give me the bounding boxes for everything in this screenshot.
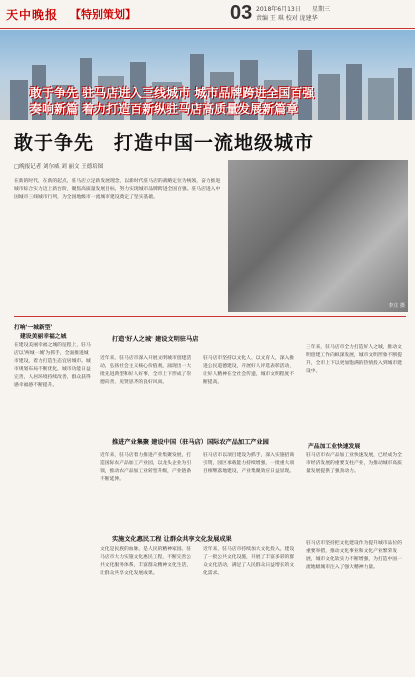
left-column-text: 在建设美丽幸福之城的征程上，驻马店以'两城一城'为抓手，全面推进城市建设，着力打造生态宜居城市。城市规划布局不断优化，城市功能日益完善，人居环境持续改善，群众获得感幸福感不断提升。 (14, 343, 91, 388)
photo-caption: 李庄 摄 (388, 303, 405, 309)
column-text: 驻马店市坚持把文化建设作为提升城市品位的重要举措，推动文化事业和文化产业繁荣发展，城市文化软实力不断增强，为打造中国一流地级城市注入了强大精神力量。 (306, 541, 402, 570)
city-photo (228, 160, 408, 312)
page-number: 03 (230, 2, 253, 24)
issue-date: 2018年6月13日 (256, 6, 301, 13)
banner-headline-2: 奏响新篇 着力打造百新纵驻马店高质量发展新篇章 (30, 102, 299, 116)
section-label: 【特别策划】 (70, 8, 136, 21)
section-title-good-people: 打造'好人之城' 建设文明驻马店 (112, 336, 199, 343)
page-header (0, 0, 415, 29)
subsection-title: 产品加工业快速发展 (308, 444, 361, 450)
banner-headline-1: 敢于争先 驻马店进入三线城市 城市品牌跨进全国百强 (30, 86, 315, 100)
main-headline: 敢于争先 打造中国一流地级城市 (14, 132, 315, 154)
column-text: 驻马店市农产品加工业快速发展，已经成为全市经济发展的重要支柱产业，为推动城市高质量发展提供了强劲动力。 (306, 453, 402, 474)
section-title-culture: 实施文化惠民工程 让群众共享文化发展成果 (112, 536, 232, 543)
column-text: 驻马店市坚持以文化人、以文育人，深入推进公民道德建设，开展好人评选表彰活动，让好人精神在全社会传递，城市文明程度不断提高。 (203, 356, 295, 385)
column-text: 文化是民族的血脉，是人民的精神家园。驻马店市大力实施文化惠民工程，不断完善公共文化服务体系，丰富群众精神文化生活，让群众共享文化发展成果。 (100, 547, 192, 576)
left-subhead-1: 打响'一城新型' (14, 325, 53, 331)
column-text: 驻马店市以项目建设为抓手，深入实施招商引资，园区承载能力持续增强，一批重大项目相继落地建设，产业集聚效应日益显现。 (203, 453, 295, 474)
intro-paragraph: 在新的时代，在新的起点，驻马店立足新发展理念，以新时代驻马店的战略定位为统领，奋力推进城市综合实力迈上新台阶，聚焦高质量发展目标，努力实现城市品牌跨进全国百强。驻马店进入中国城市三线城市行列，为全国地级市一流城市建设奠定了坚实基础。 (14, 179, 221, 200)
editor-credits: 责编 王 琪 校对 庞建华 (256, 15, 318, 22)
section-title-industry: 推进产业集聚 建设中国（驻马店）国际农产品加工产业园 (112, 439, 269, 446)
column-text: 三年来，驻马店市全力打造好人之城，推动文明创建工作向纵深发展，城市文明形象不断提升，全市上下以更加饱满的热情投入到城市建设中。 (306, 345, 402, 374)
column-text: 近年来，驻马店市深入开展文明城市创建活动，弘扬社会主义核心价值观，涌现出一大批先进典型和好人好事，全市上下形成了崇德向善、见贤思齐的良好风尚。 (100, 356, 192, 385)
issue-weekday: 星期三 (312, 6, 331, 13)
column-text: 近年来，驻马店着力推进产业集聚发展，打造国际农产品加工产业园，以龙头企业为引领，推动农产品加工业转型升级，产业链条不断延伸。 (100, 453, 192, 482)
left-subhead-2: 建设美丽幸福之城 (20, 334, 67, 340)
byline: □晚报记者 刘尔威 刘 丽文 王德培图 (14, 164, 104, 170)
column-text: 近年来，驻马店市持续加大文化投入，建设了一批公共文化设施，开展了丰富多彩的群众文化活动，满足了人民群众日益增长的文化需求。 (203, 547, 295, 576)
newspaper-logo: 天中晚报 (6, 8, 59, 22)
